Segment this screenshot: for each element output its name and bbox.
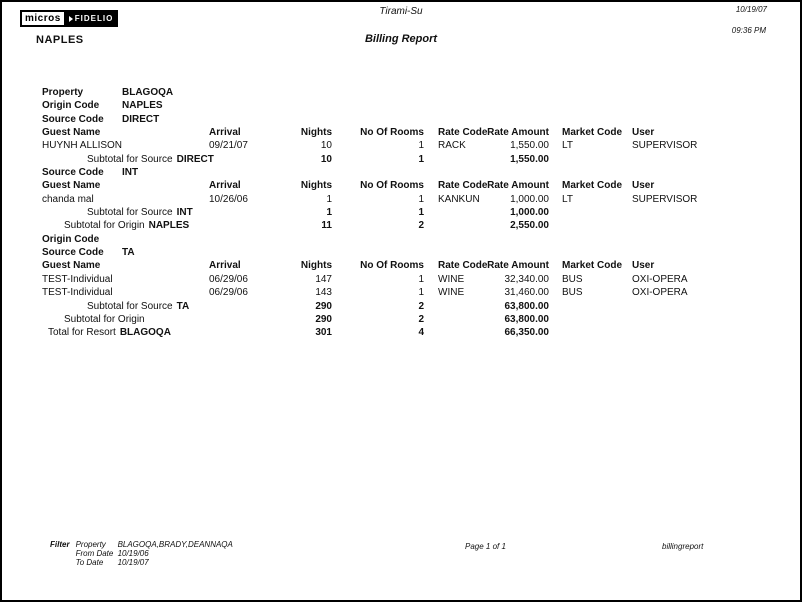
rate-code-cell: WINE	[438, 287, 465, 299]
table-header-row	[2, 179, 800, 192]
subtotal-bold-value: BLAGOQA	[119, 327, 171, 339]
filter-from-date-label: From Date	[75, 549, 114, 558]
filter-row-to-date	[76, 558, 233, 567]
field-label: Property	[42, 87, 84, 98]
table-row	[2, 139, 800, 152]
subtotal-rooms-cell: 1	[418, 153, 424, 165]
filter-row-property	[76, 540, 233, 549]
subtotal-bold-value: DIRECT	[176, 153, 214, 165]
table-row	[2, 286, 800, 299]
field-label: Source Code	[42, 247, 104, 259]
rooms-cell: 1	[418, 287, 424, 299]
subtotal-rate-amount-cell: 63,800.00	[504, 300, 549, 312]
subtotal-label	[64, 219, 189, 232]
field-value: TA	[122, 247, 135, 259]
column-header-rate-amount: Rate Amount	[487, 260, 549, 272]
column-header-user: User	[632, 180, 655, 192]
subtotal-row	[2, 326, 800, 339]
report-date: 10/19/07	[735, 5, 767, 14]
market-code-cell: BUS	[562, 287, 583, 299]
column-header-no-of-rooms: No Of Rooms	[360, 180, 424, 192]
subtotal-row	[2, 300, 800, 313]
column-header-rate-code: Rate Code	[438, 127, 488, 139]
report-file-name: billingreport	[662, 542, 704, 551]
column-header-nights: Nights	[300, 127, 332, 139]
column-header-market-code: Market Code	[562, 260, 623, 272]
field-value: INT	[122, 167, 139, 179]
guest-name-cell: HUYNH ALLISON	[42, 140, 123, 152]
field-label: Origin Code	[42, 233, 100, 245]
filter-summary	[50, 540, 233, 567]
subtotal-rate-amount-cell: 66,350.00	[504, 327, 549, 339]
subtotal-nights-cell: 11	[321, 220, 332, 232]
arrival-cell: 09/21/07	[209, 140, 248, 152]
nights-cell: 143	[315, 287, 332, 299]
field-label: Origin Code	[42, 100, 100, 112]
field-row	[2, 246, 800, 259]
guest-name-cell: TEST-Individual	[42, 273, 113, 285]
logo-fidelio-label: FIDELIO	[74, 14, 114, 23]
subtotal-label-text: Subtotal for Source	[87, 300, 173, 312]
column-header-user: User	[632, 260, 655, 272]
subtotal-rooms-cell: 2	[418, 300, 424, 312]
rate-code-cell: KANKUN	[438, 193, 480, 205]
rate-code-cell: WINE	[438, 273, 465, 285]
table-row	[2, 193, 800, 206]
field-row	[2, 86, 800, 99]
nights-cell: 147	[315, 273, 332, 285]
table-header-row	[2, 259, 800, 272]
logo-micros-text: micros	[20, 10, 66, 27]
field-row	[2, 233, 800, 246]
nights-cell: 1	[326, 193, 332, 205]
field-value: NAPLES	[122, 100, 163, 112]
subtotal-label-text: Subtotal for Origin	[64, 220, 145, 232]
field-label: Source Code	[42, 167, 104, 179]
column-header-nights: Nights	[300, 180, 332, 192]
column-header-no-of-rooms: No Of Rooms	[360, 260, 424, 272]
resort-title: Tirami-Su	[379, 6, 423, 17]
column-header-market-code: Market Code	[562, 127, 623, 139]
user-cell: SUPERVISOR	[632, 140, 698, 152]
subtotal-nights-cell: 10	[320, 153, 332, 165]
user-cell: OXI-OPERA	[632, 287, 688, 299]
subtotal-bold-value: TA	[176, 300, 190, 312]
column-header-guest-name: Guest Name	[42, 127, 101, 139]
report-body	[2, 86, 800, 340]
subtotal-label-text: Subtotal for Origin	[64, 313, 145, 325]
subtotal-row	[2, 313, 800, 326]
subtotal-label	[87, 206, 193, 219]
field-value: BLAGOQA	[122, 87, 174, 98]
column-header-rate-code: Rate Code	[438, 180, 488, 192]
filter-row-from-date	[76, 549, 233, 558]
subtotal-label	[64, 313, 149, 326]
rate-amount-cell: 1,000.00	[510, 193, 549, 205]
subtotal-label-text: Total for Resort	[48, 327, 116, 339]
filter-from-date-value: 10/19/06	[117, 549, 149, 558]
column-header-arrival: Arrival	[209, 180, 241, 192]
arrival-cell: 10/26/06	[209, 193, 248, 205]
subtotal-label	[87, 300, 189, 313]
subtotal-rooms-cell: 4	[418, 327, 424, 339]
field-row	[2, 99, 800, 112]
field-value: DIRECT	[122, 113, 160, 125]
subtotal-row	[2, 219, 800, 232]
column-header-rate-amount: Rate Amount	[487, 180, 549, 192]
filter-to-date-label: To Date	[75, 558, 104, 567]
subtotal-rooms-cell: 2	[418, 220, 424, 232]
field-row	[2, 113, 800, 126]
rooms-cell: 1	[418, 140, 424, 152]
subtotal-nights-cell: 290	[315, 300, 332, 312]
subtotal-row	[2, 153, 800, 166]
table-header-row	[2, 126, 800, 139]
subtotal-label-text: Subtotal for Source	[87, 153, 173, 165]
guest-name-cell: TEST-Individual	[42, 287, 113, 299]
arrival-cell: 06/29/06	[209, 287, 248, 299]
user-cell: OXI-OPERA	[632, 273, 688, 285]
market-code-cell: BUS	[562, 273, 583, 285]
nights-cell: 10	[320, 140, 332, 152]
column-header-nights: Nights	[300, 260, 332, 272]
filter-label: Filter	[50, 540, 70, 549]
field-label: Source Code	[42, 113, 104, 125]
subtotal-bold-value: INT	[176, 207, 193, 219]
guest-name-cell: chanda mal	[42, 193, 94, 205]
column-header-arrival: Arrival	[209, 127, 241, 139]
subtotal-rooms-cell: 1	[418, 207, 424, 219]
column-header-rate-amount: Rate Amount	[487, 127, 549, 139]
column-header-rate-code: Rate Code	[438, 260, 488, 272]
report-title: Billing Report	[364, 33, 438, 45]
report-time: 09:36 PM	[731, 26, 766, 35]
subtotal-label	[48, 326, 171, 339]
column-header-no-of-rooms: No Of Rooms	[360, 127, 424, 139]
column-header-user: User	[632, 127, 655, 139]
subtotal-nights-cell: 301	[315, 327, 332, 339]
rate-code-cell: RACK	[438, 140, 466, 152]
page-number: Page 1 of 1	[465, 542, 506, 551]
column-header-guest-name: Guest Name	[42, 180, 101, 192]
subtotal-rate-amount-cell: 1,550.00	[510, 153, 549, 165]
filter-rows	[76, 540, 233, 567]
market-code-cell: LT	[562, 193, 573, 205]
subtotal-rooms-cell: 2	[418, 313, 424, 325]
arrival-cell: 06/29/06	[209, 273, 248, 285]
field-row	[2, 166, 800, 179]
table-row	[2, 273, 800, 286]
subtotal-label-text: Subtotal for Source	[87, 207, 173, 219]
filter-property-label: Property	[75, 540, 106, 549]
subtotal-label	[87, 153, 214, 166]
subtotal-rate-amount-cell: 2,550.00	[510, 220, 549, 232]
column-header-market-code: Market Code	[562, 180, 623, 192]
subtotal-nights-cell: 290	[315, 313, 332, 325]
market-code-cell: LT	[562, 140, 573, 152]
subtotal-rate-amount-cell: 63,800.00	[504, 313, 549, 325]
subtotal-nights-cell: 1	[326, 207, 332, 219]
subtotal-row	[2, 206, 800, 219]
column-header-guest-name: Guest Name	[42, 260, 101, 272]
rooms-cell: 1	[418, 193, 424, 205]
property-name-heading: NAPLES	[36, 34, 84, 46]
filter-property-value: BLAGOQA,BRADY,DEANNAQA	[117, 540, 233, 549]
user-cell: SUPERVISOR	[632, 193, 698, 205]
rate-amount-cell: 32,340.00	[504, 273, 549, 285]
subtotal-rate-amount-cell: 1,000.00	[510, 207, 549, 219]
column-header-arrival: Arrival	[209, 260, 241, 272]
rate-amount-cell: 31,460.00	[504, 287, 549, 299]
subtotal-bold-value: NAPLES	[148, 220, 190, 232]
filter-to-date-value: 10/19/07	[117, 558, 149, 567]
rooms-cell: 1	[418, 273, 424, 285]
rate-amount-cell: 1,550.00	[510, 140, 549, 152]
